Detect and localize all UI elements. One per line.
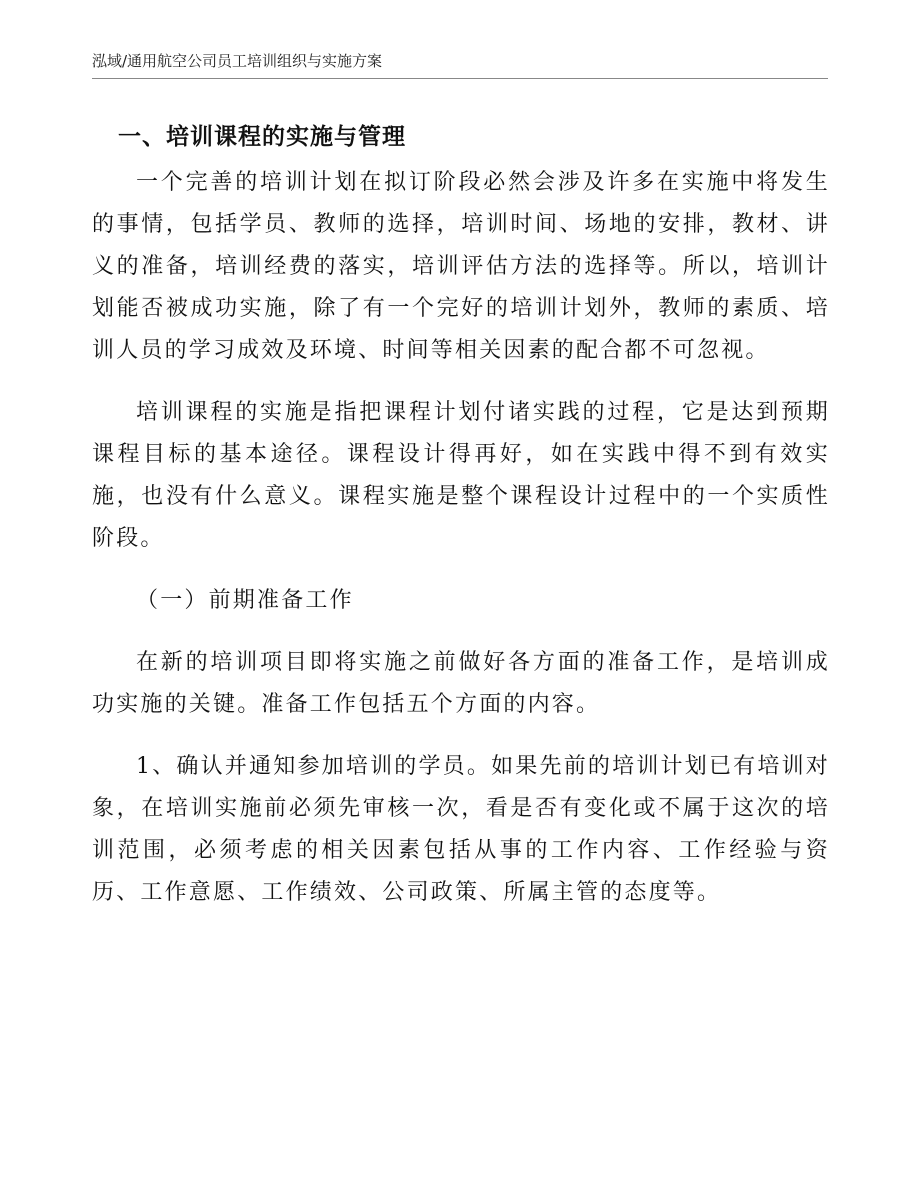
section-heading: 一、培训课程的实施与管理 <box>118 124 406 150</box>
body-paragraph-4: 1、确认并通知参加培训的学员。如果先前的培训计划已有培训对象，在培训实施前必须先审核一次，看是否有变化或不属于这次的培训范围，必须考虑的相关因素包括从事的工作内容、工作经验与资历、工作意愿、工作绩效、公司政策、所属主管的态度等。 <box>92 754 830 905</box>
body-paragraph-1: 一个完善的培训计划在拟订阶段必然会涉及许多在实施中将发生的事情，包括学员、教师的选择，培训时间、场地的安排，教材、讲义的准备，培训经费的落实，培训评估方法的选择等。所以，培训计划能否被成功实施，除了有一个完好的培训计划外，教师的素质、培训人员的学习成效及环境、时间等相关因素的配合都不可忽视。 <box>92 170 830 363</box>
body-paragraph-3: 在新的培训项目即将实施之前做好各方面的准备工作，是培训成功实施的关键。准备工作包括五个方面的内容。 <box>92 650 830 717</box>
document-body <box>92 112 830 914</box>
header-divider <box>92 78 828 79</box>
body-paragraph-2: 培训课程的实施是指把课程计划付诸实践的过程，它是达到预期课程目标的基本途径。课程设计得再好，如在实践中得不到有效实施，也没有什么意义。课程实施是整个课程设计过程中的一个实质性阶段。 <box>92 400 830 551</box>
subsection-heading: （一）前期准备工作 <box>136 588 354 613</box>
page-header: 泓域/通用航空公司员工培训组织与实施方案 <box>92 52 383 70</box>
